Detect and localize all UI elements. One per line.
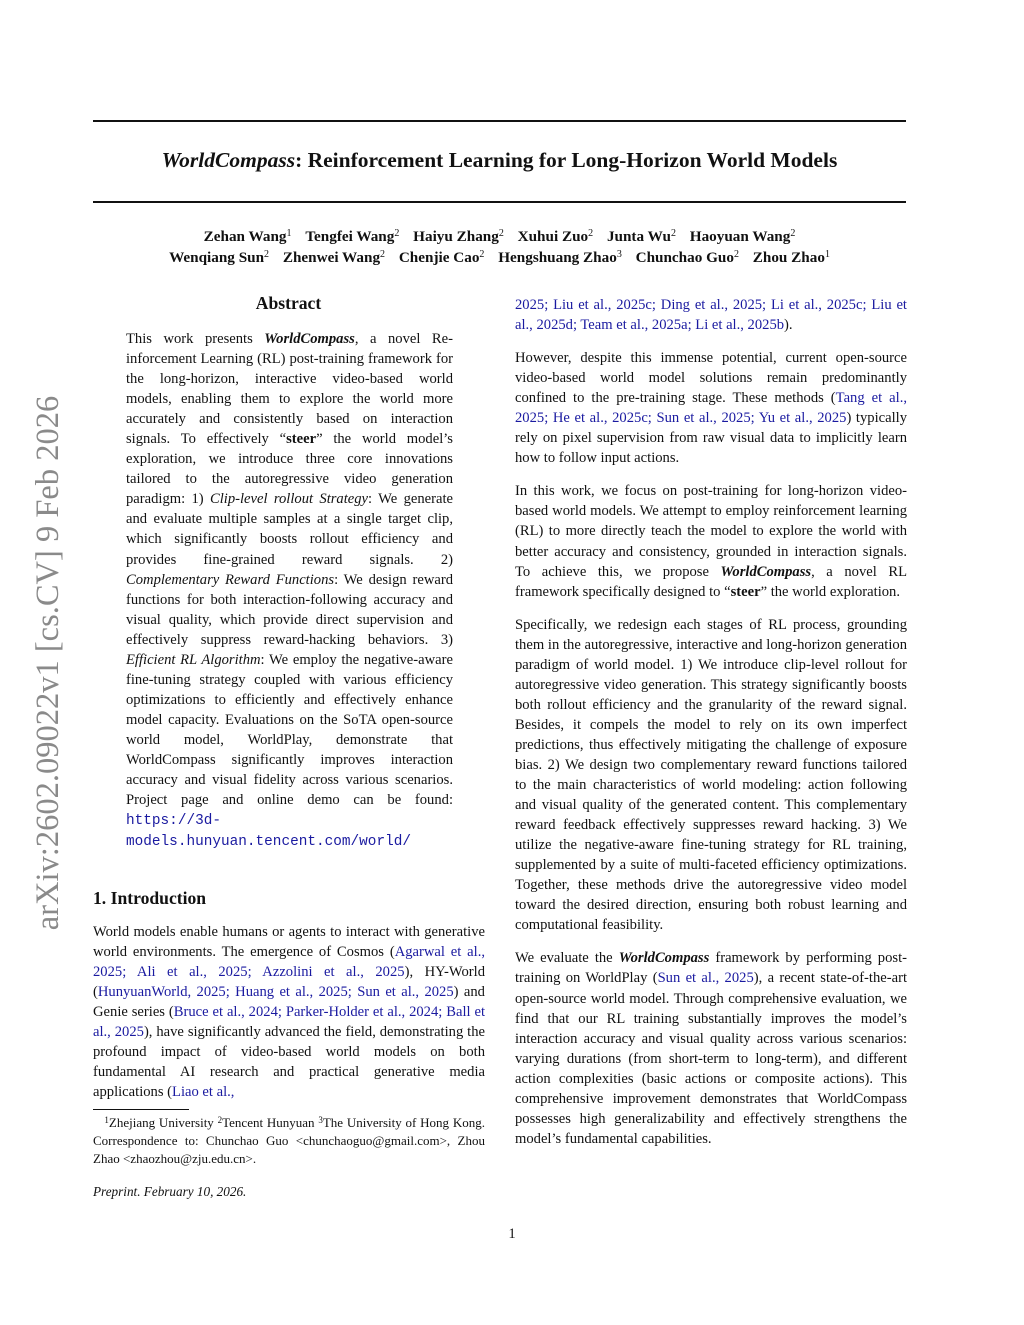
- author: Zehan Wang$^1$: [203, 228, 292, 245]
- project-url-link[interactable]: https://3d-models.hunyuan.tencent.com/world/: [126, 813, 411, 851]
- author: Chunchao Guo$^2$: [635, 249, 739, 266]
- title-rest: : Reinforcement Learning for Long-Horizon World Models: [295, 148, 838, 172]
- title-bottom-rule: [93, 201, 906, 203]
- paragraph: In this work, we focus on post-training for long-horizon video-based world models. We attempt to employ reinforcement learning (RL) to more directly teach the model to explore the world with better accuracy and consistency, grounded in interaction signals. To achieve this, we propose WorldCompass, a novel RL framework specifically designed to “steer” the world exploration.: [515, 483, 907, 600]
- author: Tengfei Wang$^2$: [305, 228, 400, 245]
- citation-link[interactable]: HunyuanWorld, 2025; Huang et al., 2025; Sun et al., 2025: [97, 984, 454, 1001]
- author: Junta Wu$^2$: [606, 228, 676, 245]
- author: Wenqiang Sun$^2$: [169, 249, 270, 266]
- citation-link[interactable]: Agarwal et al., 2025; Ali et al., 2025; Azzolini et al., 2025: [93, 944, 486, 981]
- paragraph: We evaluate the WorldCompass framework by performing post-training on WorldPlay (Sun et al., 2025), a recent state-of-the-art open-source world model. Through comprehensive evaluation, we find that our RL training substantially improves the model’s interaction accuracy and visual quality across various scenarios: varying durations (from short-term to long-term), and different action complexities (basic actions or composite actions). This comprehensive improvement demonstrates that WorldCompass possesses high generalizability and effectively strengthens the model’s fundamental capabilities.: [515, 950, 907, 1147]
- author: Chenjie Cao$^2$: [398, 249, 485, 266]
- introduction-text: World models enable humans or agents to interact with generative world environments. The emergence of Cosmos (Agarwal et al., 2025; Ali et al., 2025; Azzolini et al., 2025), HY-World (HunyuanWorld, 2025; Huang et al., 2025; Sun et al., 2025) and Genie series (Bruce et al., 2024; Parker-Holder et al., 2024; Ball et al., 2025), have significantly advanced the field, demonstrating the profound impact of video-based world models on both fundamental AI research and practical generative media applications (Liao et al.,: [93, 924, 486, 1101]
- section-heading-introduction: 1. Introduction: [93, 888, 207, 908]
- abstract-heading: Abstract: [255, 293, 322, 313]
- page-number: 1: [508, 1226, 516, 1242]
- author: Haoyuan Wang$^2$: [689, 228, 796, 245]
- abstract-text: This work presents WorldCompass, a novel Reinforcement Learning (RL) post-training framework for the long-horizon, interactive video-based world models, enabling them to explore the world more accurately and consistently based on interaction signals. To effectively “steer” the world model’s exploration, we introduce three core innovations tailored to the autoregressive video generation paradigm: 1) Clip-level rollout Strategy: We generate and evaluate multiple samples at a single target clip, which significantly boosts rollout efficiency and provides fine-grained reward signals. 2) Complementary Reward Functions: We design reward functions for both interaction-following accuracy and visual quality, which provide direct supervision and effectively suppress reward-hacking behaviors. 3) Efficient RL Algorithm: We employ the negative-aware fine-tuning strategy coupled with various efficiency optimizations to efficiently and effectively enhance model capacity. Evaluations on the SoTA open-source world model, WorldPlay, demonstrate that WorldCompass significantly improves interaction accuracy and visual fidelity across various scenarios. Project page and online demo can be found: https://3d-models.hunyuan.tencent.com/world/: [126, 331, 454, 851]
- author-list: [93, 226, 906, 268]
- citation-link[interactable]: Sun et al., 2025: [657, 970, 754, 987]
- author-line-1: [93, 226, 906, 247]
- paragraph: Specifically, we redesign each stages of RL process, grounding them in the autoregressive, interactive and long-horizon generation paradigm of world model. 1) We introduce clip-level rollout for autoregressive video generation. This strategy significantly boosts both rollout efficiency and the granularity of the reward signal. Besides, it compels the model to rely on its own imperfect predictions, thus effectively mitigating the challenge of exposure bias. 2) We design two complementary reward functions tailored to the main characteristics of world modeling: action following and visual quality of the generated content. This complementary reward feedback effectively suppresses reward hacking. 3) We utilize the negative-aware fine-tuning strategy for RL training, supplemented by a suite of multi-faceted efficiency optimizations. Together, these methods drive the autoregressive video model toward the desired direction, ensuring both robust learning and computational feasibility.: [515, 616, 907, 934]
- affiliation-footnote: $^1$Zhejiang University $^2$Tencent Hunyuan $^3$The University of Hong Kong. Correspondence to: Chunchao Guo <chunchaoguo@gmail.com>, Zhou Zhao <zhaozhou@zju.edu.cn>.: [93, 1115, 486, 1166]
- preprint-note: Preprint. February 10, 2026.: [93, 1184, 247, 1199]
- author: Zhenwei Wang$^2$: [282, 249, 386, 266]
- citation-link[interactable]: 2025; Liu et al., 2025c; Ding et al., 2025; Li et al., 2025c; Liu et al., 2025d; Team et al., 2025a; Li et al., 2025b: [515, 297, 907, 334]
- citation-link[interactable]: Liao et al.,: [172, 1084, 235, 1101]
- top-rule: [93, 120, 906, 122]
- author-line-2: [93, 247, 906, 268]
- title-name: WorldCompass: [161, 148, 296, 172]
- author: Zhou Zhao$^1$: [752, 249, 830, 266]
- paragraph: However, despite this immense potential, current open-source video-based world model solutions remain predominantly confined to the pre-training stage. These methods (Tang et al., 2025; He et al., 2025c; Sun et al., 2025; Yu et al., 2025) typically rely on pixel supervision from raw visual data to implicitly learn how to follow input actions.: [515, 350, 908, 467]
- footnote-rule: [93, 1109, 189, 1110]
- paragraph: 2025; Liu et al., 2025c; Ding et al., 2025; Li et al., 2025c; Liu et al., 2025d; Team et al., 2025a; Li et al., 2025b).: [515, 297, 907, 334]
- author: Hengshuang Zhao$^3$: [498, 249, 622, 266]
- author: Xuhui Zuo$^2$: [517, 228, 594, 245]
- citation-link[interactable]: Tang et al., 2025; He et al., 2025c; Sun et al., 2025; Yu et al., 2025: [515, 390, 908, 427]
- right-column: [515, 295, 907, 1162]
- paper-title: [93, 146, 906, 174]
- citation-link[interactable]: Bruce et al., 2024; Parker-Holder et al., 2024; Ball et al., 2025: [93, 1004, 485, 1041]
- arxiv-stamp: arXiv:2602.09022v1 [cs.CV] 9 Feb 2026: [30, 395, 66, 931]
- author: Haiyu Zhang$^2$: [413, 228, 504, 245]
